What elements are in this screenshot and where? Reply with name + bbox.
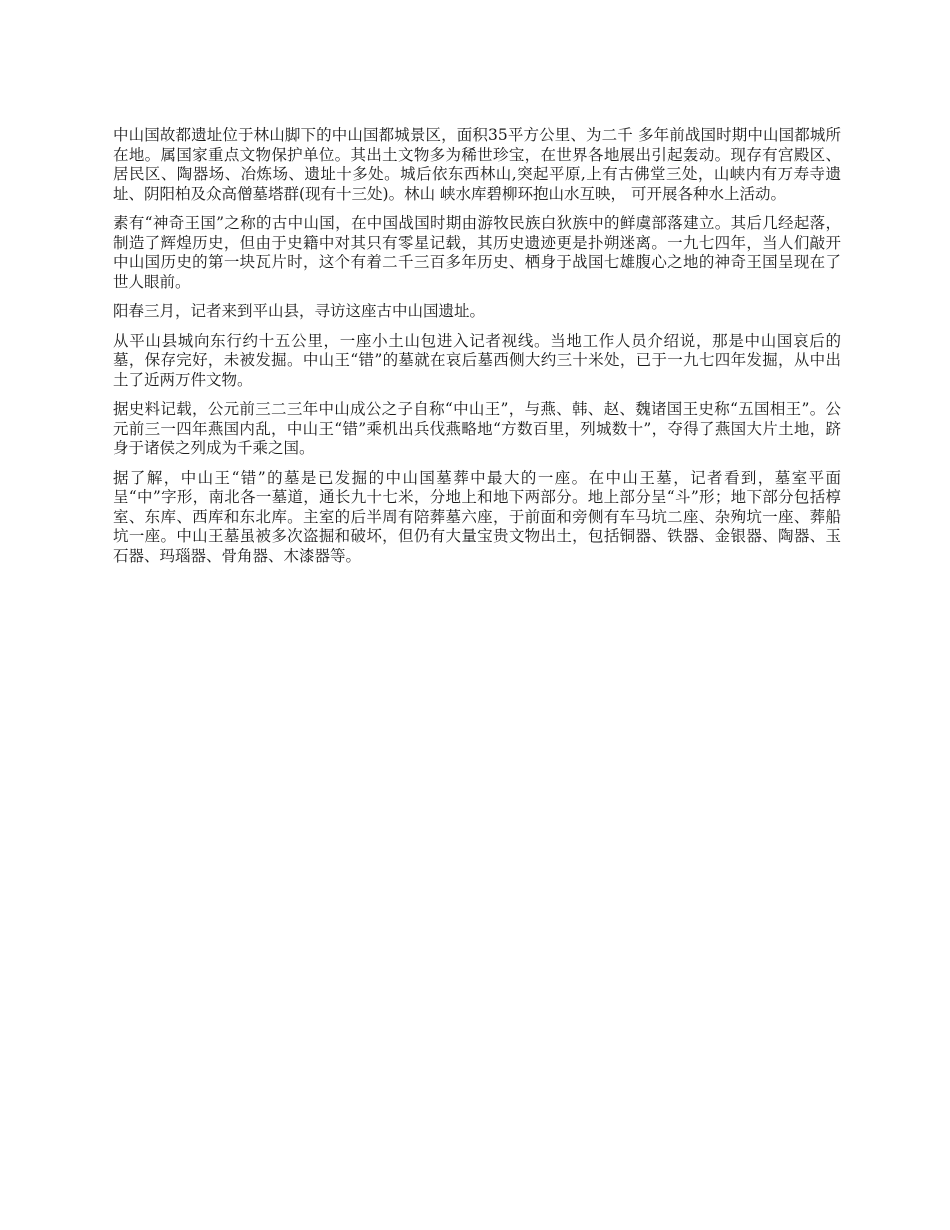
- article-body: [113, 126, 841, 576]
- paragraph-2: 素有“神奇王国”之称的古中山国，在中国战国时期由游牧民族白狄族中的鲜虞部落建立。其后几经起落，制造了辉煌历史，但由于史籍中对其只有零星记载，其历史遗迹更是扑朔迷离。一九七四年，当人们敲开中山国历史的第一块瓦片时，这个有着二千三百多年历史、栖身于战国七雄腹心之地的神奇王国呈现在了世人眼前。: [113, 214, 841, 291]
- paragraph-1: 中山国故都遗址位于林山脚下的中山国都城景区，面积35平方公里、为二千 多年前战国时期中山国都城所在地。属国家重点文物保护单位。其出土文物多为稀世珍宝，在世界各地展出引起轰动。现存有宫殿区、居民区、陶器场、冶炼场、遗址十多处。城后依东西林山,突起平原,上有古佛堂三处，山峡内有万寿寺遗址、阴阳柏及众高僧墓塔群(现有十三处)。林山 峡水库碧柳环抱山水互映， 可开展各种水上活动。: [113, 126, 841, 203]
- paragraph-4: 从平山县城向东行约十五公里，一座小土山包进入记者视线。当地工作人员介绍说，那是中山国哀后的墓，保存完好，未被发掘。中山王“错”的墓就在哀后墓西侧大约三十米处，已于一九七四年发掘，从中出土了近两万件文物。: [113, 331, 841, 389]
- paragraph-5: 据史料记载，公元前三二三年中山成公之子自称“中山王”，与燕、韩、赵、魏诸国王史称“五国相王”。公元前三一四年燕国内乱，中山王“错”乘机出兵伐燕略地“方数百里，列城数十”，夺得了燕国大片土地，跻身于诸侯之列成为千乘之国。: [113, 400, 841, 457]
- paragraph-3: 阳春三月，记者来到平山县，寻访这座古中山国遗址。: [113, 302, 486, 320]
- paragraph-6: 据了解，中山王“错”的墓是已发掘的中山国墓葬中最大的一座。在中山王墓，记者看到，墓室平面呈“中”字形，南北各一墓道，通长九十七米，分地上和地下两部分。地上部分呈“斗”形；地下部分包括椁室、东库、西库和东北库。主室的后半周有陪葬墓六座，于前面和旁侧有车马坑二座、杂殉坑一座、葬船坑一座。中山王墓虽被多次盗掘和破坏，但仍有大量宝贵文物出土，包括铜器、铁器、金银器、陶器、玉石器、玛瑙器、骨角器、木漆器等。: [113, 468, 841, 565]
